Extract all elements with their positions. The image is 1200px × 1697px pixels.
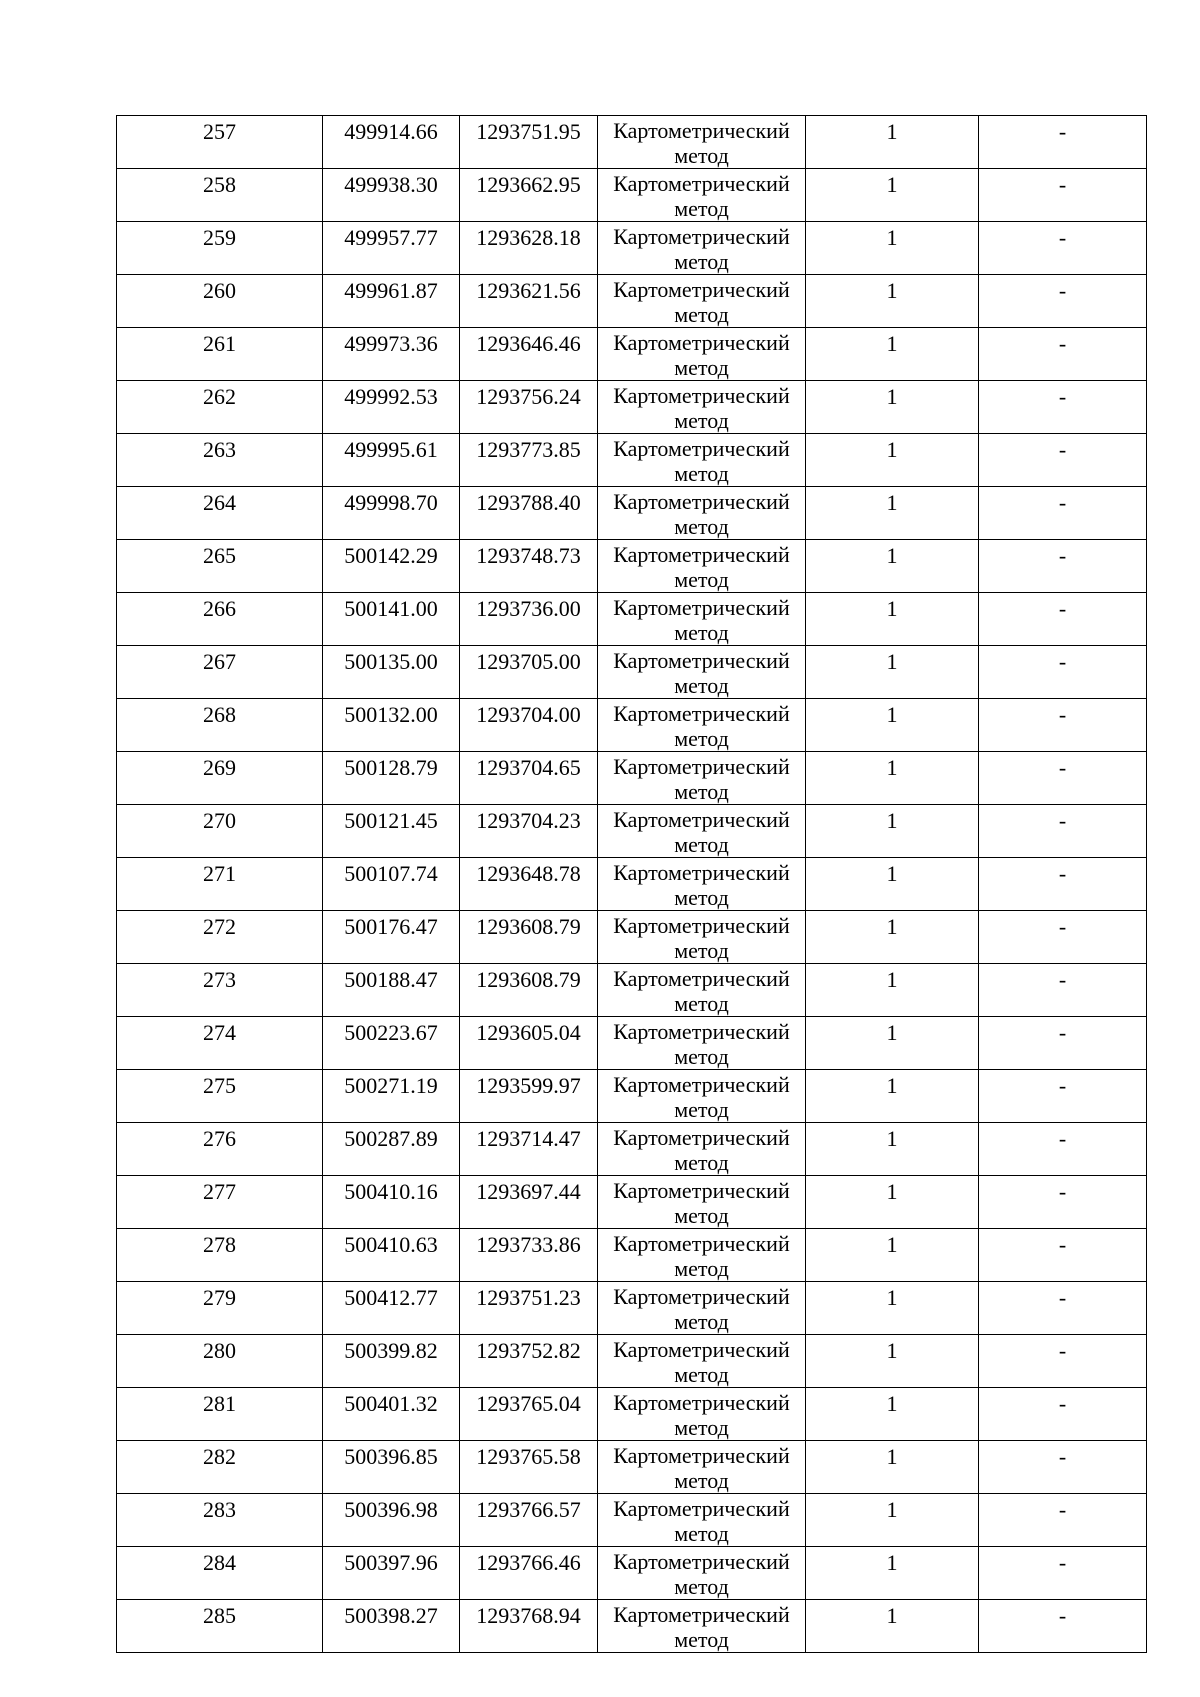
method-cell: Картометрический метод [598,1441,806,1494]
method-cell: Картометрический метод [598,752,806,805]
y-coordinate-cell: 1293766.57 [460,1494,598,1547]
accuracy-cell: 1 [806,911,979,964]
table-row [117,381,1147,434]
note-cell: - [979,540,1147,593]
accuracy-cell: 1 [806,1070,979,1123]
table-row [117,169,1147,222]
accuracy-cell: 1 [806,805,979,858]
method-cell: Картометрический метод [598,222,806,275]
table-row [117,434,1147,487]
x-coordinate-cell: 499995.61 [323,434,460,487]
accuracy-cell: 1 [806,858,979,911]
table-row [117,752,1147,805]
table-row [117,222,1147,275]
accuracy-cell: 1 [806,434,979,487]
point-number-cell: 278 [117,1229,323,1282]
y-coordinate-cell: 1293605.04 [460,1017,598,1070]
x-coordinate-cell: 499957.77 [323,222,460,275]
note-cell: - [979,275,1147,328]
y-coordinate-cell: 1293751.23 [460,1282,598,1335]
x-coordinate-cell: 500107.74 [323,858,460,911]
accuracy-cell: 1 [806,646,979,699]
accuracy-cell: 1 [806,1494,979,1547]
accuracy-cell: 1 [806,222,979,275]
accuracy-cell: 1 [806,328,979,381]
table-row [117,1494,1147,1547]
x-coordinate-cell: 500398.27 [323,1600,460,1653]
y-coordinate-cell: 1293704.00 [460,699,598,752]
accuracy-cell: 1 [806,1282,979,1335]
point-number-cell: 265 [117,540,323,593]
x-coordinate-cell: 500121.45 [323,805,460,858]
point-number-cell: 258 [117,169,323,222]
point-number-cell: 268 [117,699,323,752]
x-coordinate-cell: 500401.32 [323,1388,460,1441]
table-row [117,699,1147,752]
y-coordinate-cell: 1293765.58 [460,1441,598,1494]
method-cell: Картометрический метод [598,1123,806,1176]
x-coordinate-cell: 499961.87 [323,275,460,328]
note-cell: - [979,1229,1147,1282]
point-number-cell: 269 [117,752,323,805]
y-coordinate-cell: 1293733.86 [460,1229,598,1282]
method-cell: Картометрический метод [598,1388,806,1441]
x-coordinate-cell: 499992.53 [323,381,460,434]
accuracy-cell: 1 [806,169,979,222]
method-cell: Картометрический метод [598,646,806,699]
x-coordinate-cell: 499938.30 [323,169,460,222]
note-cell: - [979,1123,1147,1176]
table-row [117,1282,1147,1335]
y-coordinate-cell: 1293768.94 [460,1600,598,1653]
x-coordinate-cell: 500399.82 [323,1335,460,1388]
x-coordinate-cell: 500176.47 [323,911,460,964]
accuracy-cell: 1 [806,699,979,752]
table-row [117,275,1147,328]
table-row [117,593,1147,646]
method-cell: Картометрический метод [598,434,806,487]
x-coordinate-cell: 500141.00 [323,593,460,646]
y-coordinate-cell: 1293704.65 [460,752,598,805]
y-coordinate-cell: 1293766.46 [460,1547,598,1600]
x-coordinate-cell: 500135.00 [323,646,460,699]
y-coordinate-cell: 1293608.79 [460,911,598,964]
accuracy-cell: 1 [806,593,979,646]
point-number-cell: 261 [117,328,323,381]
point-number-cell: 281 [117,1388,323,1441]
point-number-cell: 263 [117,434,323,487]
y-coordinate-cell: 1293599.97 [460,1070,598,1123]
y-coordinate-cell: 1293751.95 [460,116,598,169]
note-cell: - [979,1070,1147,1123]
y-coordinate-cell: 1293646.46 [460,328,598,381]
point-number-cell: 275 [117,1070,323,1123]
accuracy-cell: 1 [806,540,979,593]
y-coordinate-cell: 1293752.82 [460,1335,598,1388]
note-cell: - [979,911,1147,964]
table-row [117,964,1147,1017]
note-cell: - [979,169,1147,222]
method-cell: Картометрический метод [598,1282,806,1335]
table-row [117,1017,1147,1070]
method-cell: Картометрический метод [598,964,806,1017]
table-row [117,1176,1147,1229]
accuracy-cell: 1 [806,116,979,169]
y-coordinate-cell: 1293736.00 [460,593,598,646]
point-number-cell: 264 [117,487,323,540]
point-number-cell: 262 [117,381,323,434]
table-row [117,1547,1147,1600]
accuracy-cell: 1 [806,1335,979,1388]
table-row [117,1335,1147,1388]
point-number-cell: 272 [117,911,323,964]
accuracy-cell: 1 [806,381,979,434]
accuracy-cell: 1 [806,752,979,805]
accuracy-cell: 1 [806,1176,979,1229]
x-coordinate-cell: 500397.96 [323,1547,460,1600]
point-number-cell: 257 [117,116,323,169]
accuracy-cell: 1 [806,1123,979,1176]
accuracy-cell: 1 [806,275,979,328]
method-cell: Картометрический метод [598,1070,806,1123]
point-number-cell: 270 [117,805,323,858]
x-coordinate-cell: 500128.79 [323,752,460,805]
accuracy-cell: 1 [806,1388,979,1441]
x-coordinate-cell: 499914.66 [323,116,460,169]
y-coordinate-cell: 1293765.04 [460,1388,598,1441]
accuracy-cell: 1 [806,964,979,1017]
y-coordinate-cell: 1293748.73 [460,540,598,593]
method-cell: Картометрический метод [598,699,806,752]
y-coordinate-cell: 1293788.40 [460,487,598,540]
note-cell: - [979,1547,1147,1600]
point-number-cell: 282 [117,1441,323,1494]
point-number-cell: 271 [117,858,323,911]
table-row [117,858,1147,911]
note-cell: - [979,1600,1147,1653]
method-cell: Картометрический метод [598,593,806,646]
method-cell: Картометрический метод [598,328,806,381]
y-coordinate-cell: 1293648.78 [460,858,598,911]
x-coordinate-cell: 500188.47 [323,964,460,1017]
point-number-cell: 276 [117,1123,323,1176]
accuracy-cell: 1 [806,1229,979,1282]
note-cell: - [979,1441,1147,1494]
y-coordinate-cell: 1293621.56 [460,275,598,328]
method-cell: Картометрический метод [598,540,806,593]
y-coordinate-cell: 1293705.00 [460,646,598,699]
point-number-cell: 283 [117,1494,323,1547]
point-number-cell: 285 [117,1600,323,1653]
note-cell: - [979,1017,1147,1070]
coordinates-table-body [117,116,1147,1653]
table-row [117,1229,1147,1282]
note-cell: - [979,381,1147,434]
x-coordinate-cell: 500287.89 [323,1123,460,1176]
table-row [117,116,1147,169]
accuracy-cell: 1 [806,1441,979,1494]
note-cell: - [979,1388,1147,1441]
note-cell: - [979,487,1147,540]
method-cell: Картометрический метод [598,805,806,858]
method-cell: Картометрический метод [598,1229,806,1282]
y-coordinate-cell: 1293697.44 [460,1176,598,1229]
point-number-cell: 279 [117,1282,323,1335]
y-coordinate-cell: 1293704.23 [460,805,598,858]
x-coordinate-cell: 500410.16 [323,1176,460,1229]
method-cell: Картометрический метод [598,1494,806,1547]
x-coordinate-cell: 500271.19 [323,1070,460,1123]
point-number-cell: 274 [117,1017,323,1070]
point-number-cell: 284 [117,1547,323,1600]
point-number-cell: 280 [117,1335,323,1388]
table-row [117,328,1147,381]
y-coordinate-cell: 1293714.47 [460,1123,598,1176]
coordinates-table [116,115,1147,1653]
method-cell: Картометрический метод [598,858,806,911]
method-cell: Картометрический метод [598,169,806,222]
method-cell: Картометрический метод [598,1176,806,1229]
point-number-cell: 277 [117,1176,323,1229]
method-cell: Картометрический метод [598,1017,806,1070]
x-coordinate-cell: 499998.70 [323,487,460,540]
note-cell: - [979,1494,1147,1547]
y-coordinate-cell: 1293608.79 [460,964,598,1017]
note-cell: - [979,1282,1147,1335]
x-coordinate-cell: 499973.36 [323,328,460,381]
x-coordinate-cell: 500412.77 [323,1282,460,1335]
table-row [117,646,1147,699]
x-coordinate-cell: 500396.85 [323,1441,460,1494]
note-cell: - [979,328,1147,381]
x-coordinate-cell: 500223.67 [323,1017,460,1070]
note-cell: - [979,222,1147,275]
point-number-cell: 266 [117,593,323,646]
note-cell: - [979,116,1147,169]
table-row [117,1441,1147,1494]
method-cell: Картометрический метод [598,1547,806,1600]
note-cell: - [979,646,1147,699]
point-number-cell: 267 [117,646,323,699]
table-row [117,1600,1147,1653]
point-number-cell: 273 [117,964,323,1017]
accuracy-cell: 1 [806,1547,979,1600]
table-row [117,805,1147,858]
x-coordinate-cell: 500410.63 [323,1229,460,1282]
note-cell: - [979,752,1147,805]
accuracy-cell: 1 [806,1017,979,1070]
method-cell: Картометрический метод [598,116,806,169]
table-row [117,1070,1147,1123]
x-coordinate-cell: 500142.29 [323,540,460,593]
accuracy-cell: 1 [806,487,979,540]
method-cell: Картометрический метод [598,275,806,328]
method-cell: Картометрический метод [598,487,806,540]
note-cell: - [979,964,1147,1017]
table-row [117,1123,1147,1176]
table-row [117,1388,1147,1441]
y-coordinate-cell: 1293773.85 [460,434,598,487]
y-coordinate-cell: 1293756.24 [460,381,598,434]
note-cell: - [979,805,1147,858]
method-cell: Картометрический метод [598,911,806,964]
table-row [117,911,1147,964]
x-coordinate-cell: 500396.98 [323,1494,460,1547]
point-number-cell: 259 [117,222,323,275]
y-coordinate-cell: 1293662.95 [460,169,598,222]
table-row [117,487,1147,540]
table-row [117,540,1147,593]
note-cell: - [979,699,1147,752]
point-number-cell: 260 [117,275,323,328]
note-cell: - [979,1176,1147,1229]
note-cell: - [979,434,1147,487]
note-cell: - [979,593,1147,646]
y-coordinate-cell: 1293628.18 [460,222,598,275]
accuracy-cell: 1 [806,1600,979,1653]
method-cell: Картометрический метод [598,1335,806,1388]
x-coordinate-cell: 500132.00 [323,699,460,752]
method-cell: Картометрический метод [598,381,806,434]
method-cell: Картометрический метод [598,1600,806,1653]
note-cell: - [979,858,1147,911]
note-cell: - [979,1335,1147,1388]
